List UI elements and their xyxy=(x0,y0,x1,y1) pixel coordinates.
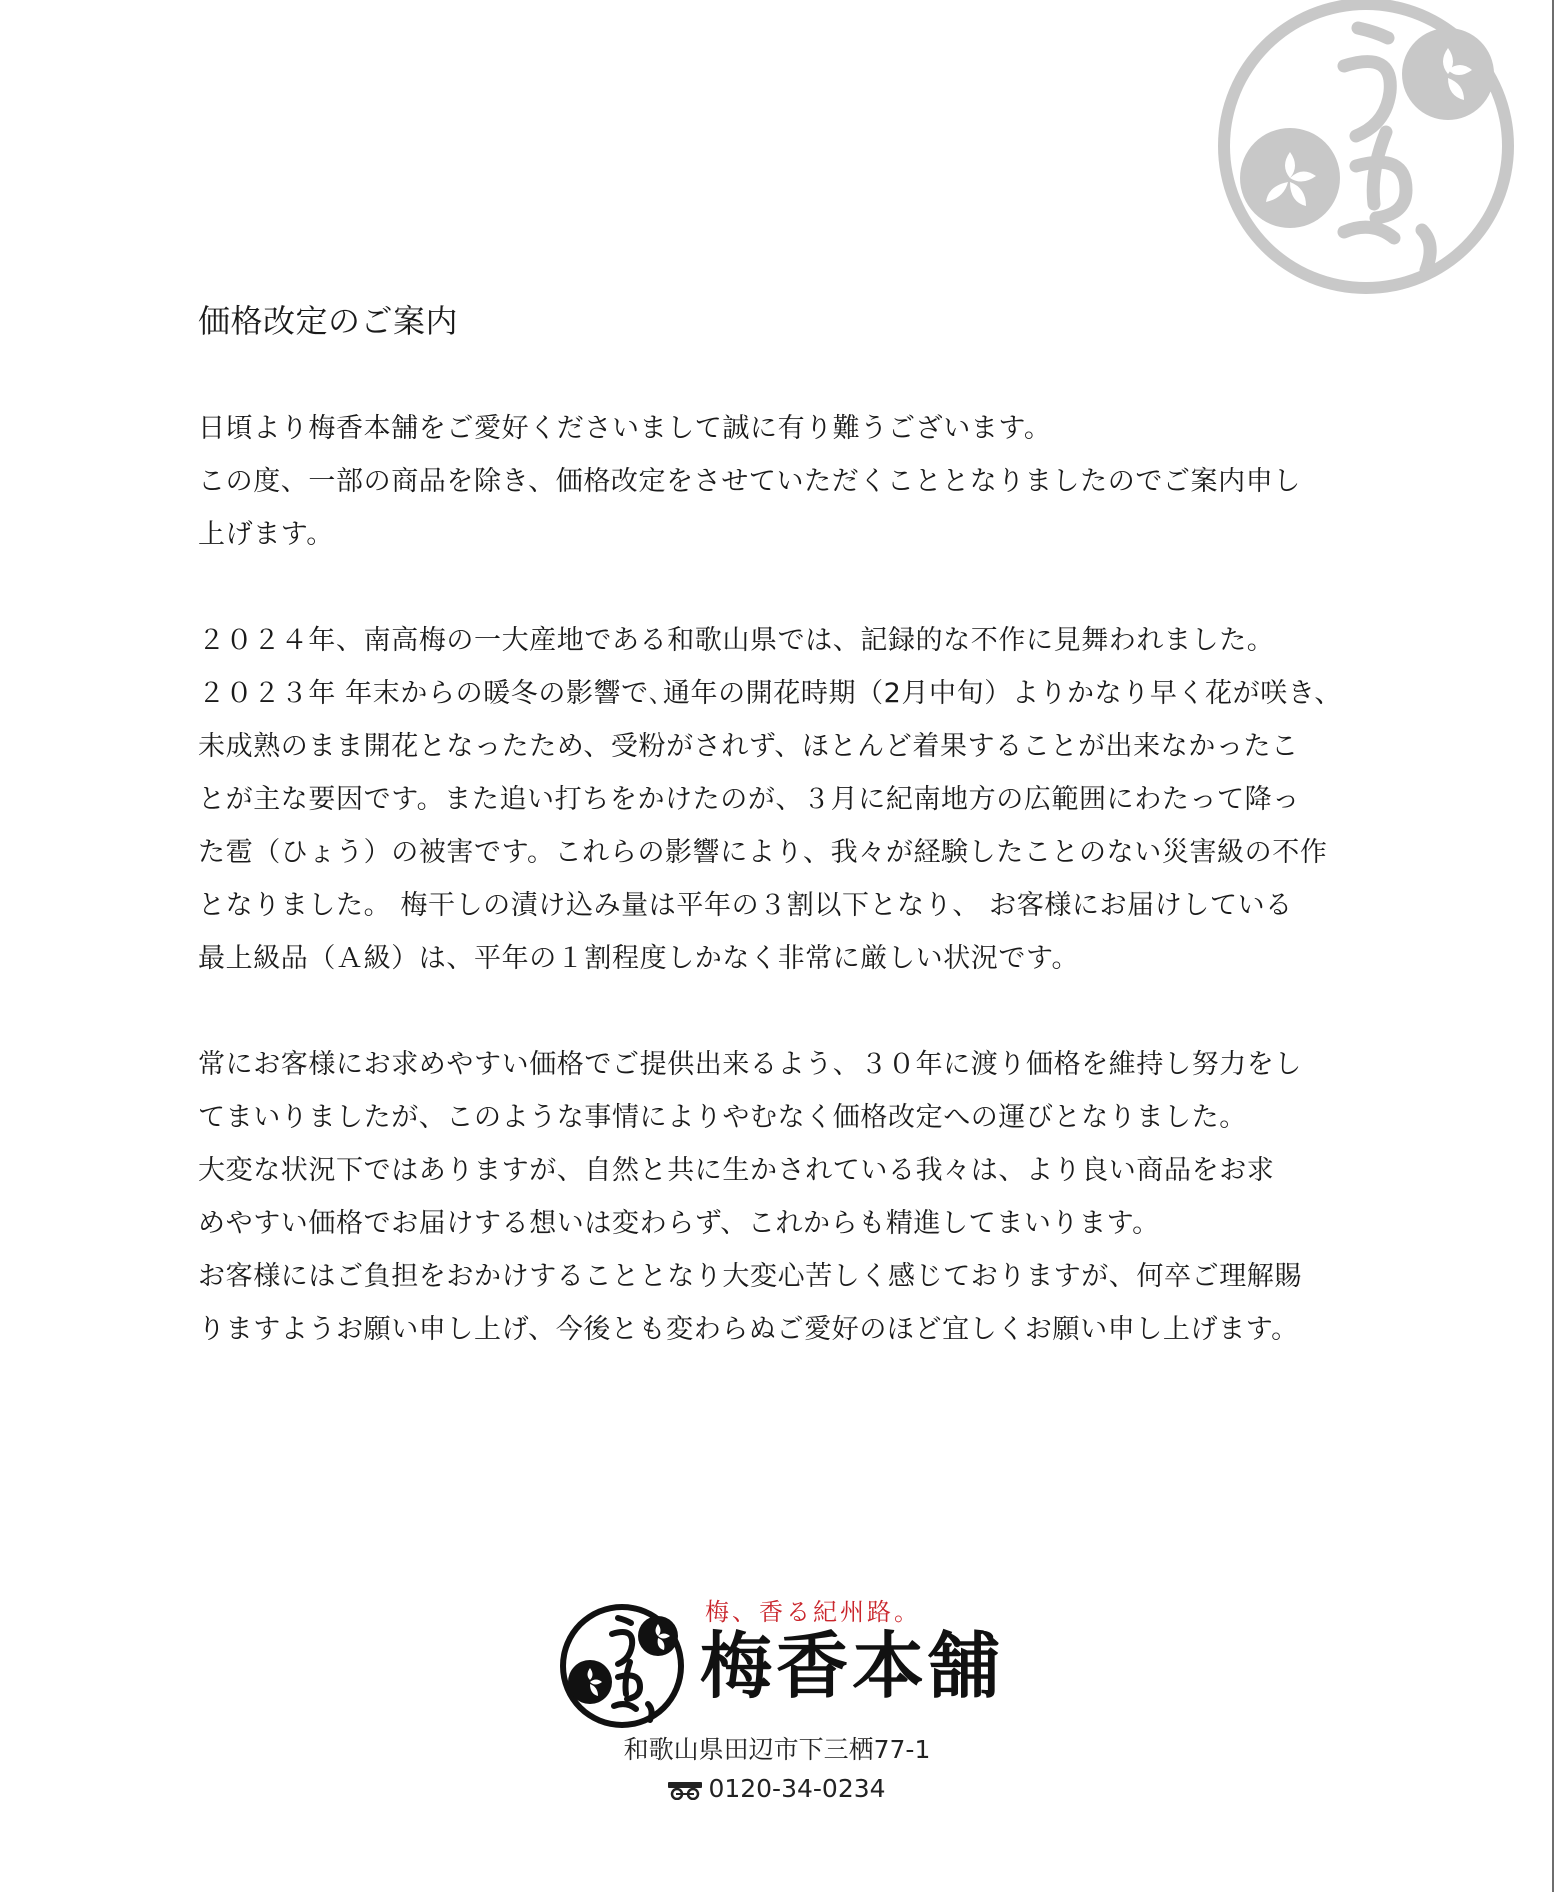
text-line: 未成熟のまま開花となったため、受粉がされず、ほとんど着果することが出来なかったこ xyxy=(198,731,1299,762)
umeka-seal-icon xyxy=(1216,0,1516,296)
text-line: とが主な要因です。また追い打ちをかけたのが、３月に紀南地方の広範囲にわたって降っ xyxy=(198,784,1300,815)
brand-tagline: 梅、香る紀州路。 xyxy=(705,1598,921,1626)
text-line: りますようお願い申し上げ、今後とも変わらぬご愛好のほど宜しくお願い申し上げます。 xyxy=(198,1314,1299,1345)
text-line: ２０２４年、南高梅の一大産地である和歌山県では、記録的な不作に見舞われました。 xyxy=(198,625,1275,656)
text-line: 最上級品（Ａ級）は、平年の１割程度しかなく非常に厳しい状況です。 xyxy=(198,943,1080,974)
text-line: 大変な状況下ではありますが、自然と共に生かされている我々は、より良い商品をお求 xyxy=(198,1155,1275,1186)
brand-name: 梅香本舗 xyxy=(700,1624,1005,1708)
free-dial-icon xyxy=(668,1782,702,1800)
paragraph-greeting xyxy=(198,402,1368,561)
brand-logo xyxy=(558,1592,1005,1722)
text-line: 日頃より梅香本舗をご愛好くださいまして誠に有り難うございます。 xyxy=(198,413,1052,444)
phone-line xyxy=(0,1774,1554,1803)
text-line: となりました。 梅干しの漬け込み量は平年の３割以下となり、 お客様にお届けしている xyxy=(198,890,1293,921)
paragraph-closing xyxy=(198,1038,1368,1356)
text-line: てまいりましたが、このような事情によりやむなく価格改定への運びとなりました。 xyxy=(198,1102,1247,1133)
company-address: 和歌山県田辺市下三栖77-1 xyxy=(623,1735,931,1764)
text-line: この度、一部の商品を除き、価格改定をさせていただくこととなりましたのでご案内申し xyxy=(198,466,1301,497)
phone-number[interactable]: 0120-34-0234 xyxy=(708,1774,886,1803)
text-line: た雹（ひょう）の被害です。これらの影響により、我々が経験したことのない災害級の不作 xyxy=(198,837,1328,868)
text-line: お客様にはご負担をおかけすることとなり大変心苦しく感じておりますが、何卒ご理解賜 xyxy=(198,1261,1302,1292)
text-line: 上げます。 xyxy=(198,519,334,550)
notice-title: 価格改定のご案内 xyxy=(198,302,459,340)
text-line: ２０２３年 年末からの暖冬の影響で､通年の開花時期（2月中旬）よりかなり早く花が咲き、 xyxy=(198,678,1342,709)
paragraph-reason xyxy=(198,614,1368,985)
ume-blossom-emblem-icon xyxy=(558,1602,686,1730)
notice-body xyxy=(198,296,1368,1409)
text-line: めやすい価格でお届けする想いは変わらず、これからも精進してまいります。 xyxy=(198,1208,1160,1239)
text-line: 常にお客様にお求めやすい価格でご提供出来るよう、３０年に渡り価格を維持し努力をし xyxy=(198,1049,1302,1080)
